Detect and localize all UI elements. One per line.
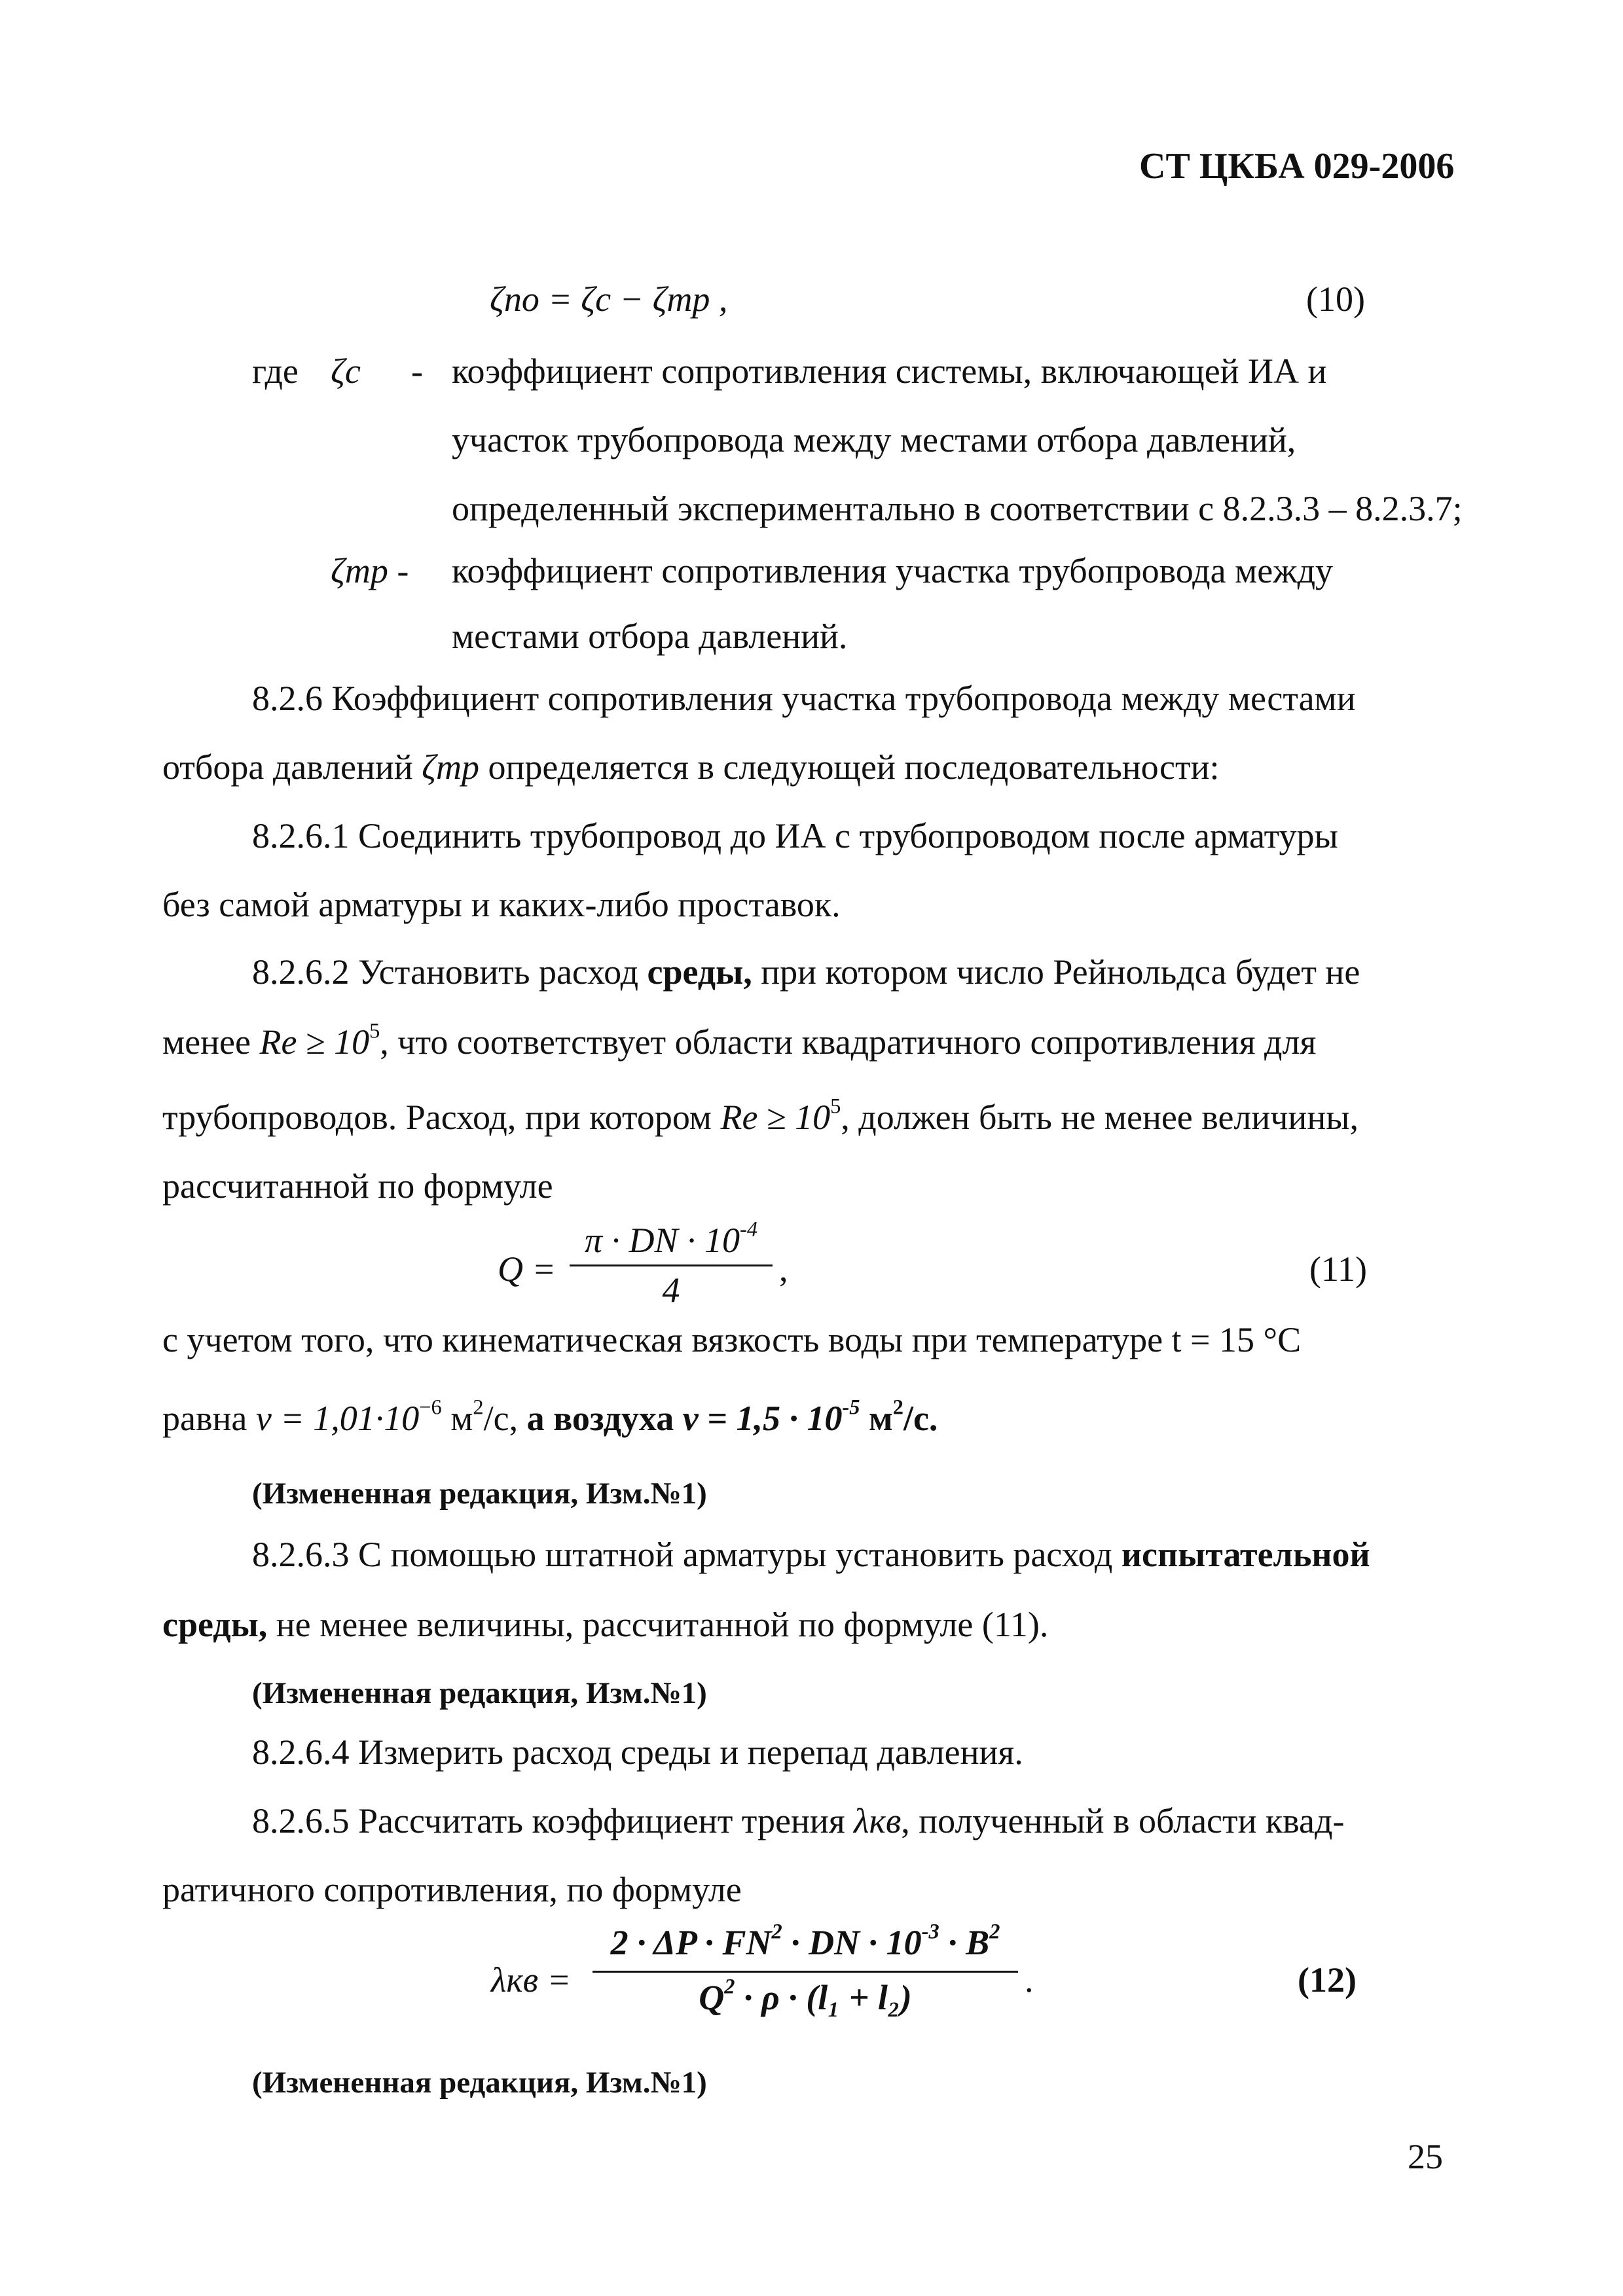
para-8-2-6-1-line1: 8.2.6.1 Соединить трубопровод до ИА с трубопроводом после арматуры <box>252 816 1338 855</box>
formula-11-lhs: Q = <box>498 1249 556 1289</box>
def-zeta-c-line2: участок трубопровода между местами отбора давлений, <box>452 420 1296 459</box>
para-8-2-6-line1: 8.2.6 Коэффициент сопротивления участка трубопровода между местами <box>252 679 1356 718</box>
para-8-2-6-2-line4: рассчитанной по формуле <box>162 1166 553 1206</box>
formula-12-number: (12) <box>1298 1960 1357 2000</box>
symbol-zeta-c: ζс <box>331 351 361 391</box>
reynolds-condition: Re ≥ 10 <box>259 1022 370 1062</box>
formula-11-fraction <box>570 1217 773 1310</box>
formula-12-fraction <box>593 1921 1018 2019</box>
def-zeta-c-line1: коэффициент сопротивления системы, включающей ИА и <box>452 351 1327 391</box>
symbol-zeta-tr: ζтр - <box>331 551 409 590</box>
formula-11-numerator: π · DN · $10^{-4}$ <box>584 1217 758 1260</box>
viscosity-line2: равна $\nu = 1,01\cdot 10^{-6}$ $м^2/с$, а воздуха $\nu = 1,5 \cdot 10^{-5}$ $м^2/с$. <box>162 1395 938 1438</box>
para-8-2-6-1-line2: без самой арматуры и каких-либо проставок. <box>162 885 841 924</box>
para-8-2-6-line2: отбора давлений ζтр определяется в следующей последовательности: <box>162 747 1220 787</box>
edition-note-2: (Измененная редакция, Изм.№1) <box>252 1676 707 1710</box>
para-8-2-6-2-line2: менее $Re \ge 10^5$, что соответствует области квадратичного сопротивления для <box>162 1019 1317 1062</box>
para-8-2-6-5-line1: 8.2.6.5 Рассчитать коэффициент трения λкв, полученный в области квад- <box>252 1801 1345 1840</box>
page-number: 25 <box>1408 2137 1443 2176</box>
para-8-2-6-5-line2: ратичного сопротивления, по формуле <box>162 1870 742 1909</box>
def-zeta-c-line3: определенный экспериментально в соответствии с 8.2.3.3 – 8.2.3.7; <box>452 489 1463 528</box>
formula-12-lhs: λкв = <box>491 1960 572 2000</box>
formula-12-tail: . <box>1025 1960 1034 2000</box>
viscosity-line1: с учетом того, что кинематическая вязкость воды при температуре t = 15 °С <box>162 1320 1302 1359</box>
edition-note-1: (Измененная редакция, Изм.№1) <box>252 1477 707 1511</box>
para-8-2-6-3-line2: среды, не менее величины, рассчитанной по формуле (11). <box>162 1605 1049 1644</box>
formula-12-denominator: $Q^2 \cdot \rho \cdot (l_1 + l_2)$ <box>699 1975 912 2017</box>
where-word: где <box>252 351 299 391</box>
para-8-2-6-2-line1: 8.2.6.2 Установить расход среды, при котором число Рейнольдса будет не <box>252 952 1360 992</box>
def-zeta-tr-line2: местами отбора давлений. <box>452 617 848 656</box>
document-code: СТ ЦКБА 029-2006 <box>1139 146 1455 187</box>
edition-note-3: (Измененная редакция, Изм.№1) <box>252 2066 707 2100</box>
def-zeta-tr-line1: коэффициент сопротивления участка трубопровода между <box>452 551 1334 590</box>
para-8-2-6-3-line1: 8.2.6.3 С помощью штатной арматуры установить расход испытательной <box>252 1535 1370 1574</box>
para-8-2-6-2-line3: трубопроводов. Расход, при котором $Re \ge 10^5$, должен быть не менее величины, <box>162 1094 1359 1137</box>
para-8-2-6-4: 8.2.6.4 Измерить расход среды и перепад давления. <box>252 1732 1023 1772</box>
formula-10: ζпо = ζс − ζтр , <box>490 279 728 319</box>
formula-10-number: (10) <box>1306 279 1365 319</box>
formula-12-fraction-bar <box>593 1971 1018 1973</box>
formula-12-numerator: $2 \cdot \Delta P \cdot FN^2$ · DN · $10^{-3} \cdot B^2$ <box>610 1920 1000 1962</box>
formula-11-denominator: 4 <box>662 1270 680 1310</box>
formula-11-number: (11) <box>1309 1249 1367 1289</box>
formula-11-fraction-bar <box>570 1265 773 1266</box>
where-dash: - <box>411 351 423 391</box>
formula-11-tail: , <box>779 1249 788 1289</box>
symbol-zeta-tr-inline: ζтр <box>422 747 480 787</box>
